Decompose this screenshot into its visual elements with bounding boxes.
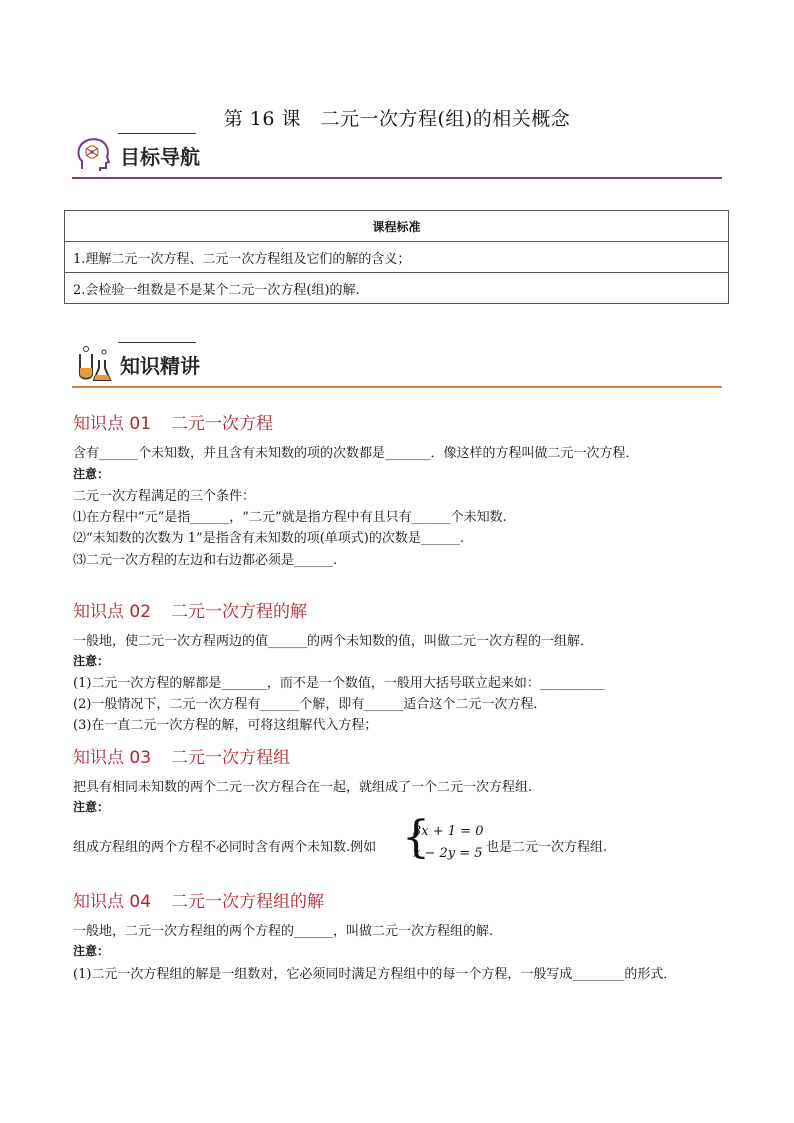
list-item: ⑶二元一次方程的左边和右边都必须是______. <box>73 553 338 568</box>
kp-title: 二元一次方程的解 <box>171 602 307 622</box>
page-title: 第 16 课 二元一次方程(组)的相关概念 <box>223 108 571 130</box>
list-item: ⑴在方程中“元”是指______，“二元”就是指方程中有且只有______个未知数. <box>73 510 507 525</box>
list-item: ⑵“未知数的次数为 1”是指含有未知数的项(单项式)的次数是______. <box>73 531 464 546</box>
list-item: 二元一次方程满足的三个条件： <box>73 489 256 504</box>
list-item: (2)一般情况下，二元一次方程有______个解，即有______适合这个二元一次方程． <box>73 697 547 712</box>
kp-title: 二元一次方程组 <box>171 748 290 768</box>
kp-number: 知识点 02 <box>73 602 152 622</box>
kp-title: 二元一次方程 <box>171 414 273 434</box>
kp-definition: 一般地，二元一次方程组的两个方程的______，叫做二元一次方程组的解. <box>73 924 494 939</box>
header-accent-line <box>118 342 196 343</box>
example-text: 也是二元一次方程组. <box>486 840 608 855</box>
brace: { <box>402 812 430 863</box>
brain-head-icon <box>74 135 114 175</box>
table-header: 课程标准 <box>65 211 729 242</box>
kp-number: 知识点 04 <box>73 892 152 912</box>
kp-definition: 把具有相同未知数的两个二元一次方程合在一起，就组成了一个二元一次方程组. <box>73 780 533 795</box>
knowledge-point-heading <box>73 887 324 912</box>
knowledge-point-heading <box>73 743 290 768</box>
standards-table <box>64 210 729 304</box>
section-label: 知识精讲 <box>120 354 200 378</box>
table-row: 2.会检验一组数是不是某个二元一次方程(组)的解. <box>65 273 729 304</box>
note-label: 注意： <box>73 654 110 668</box>
section-header-goals <box>72 133 722 179</box>
list-item: (1)二元一次方程组的解是一组数对，它必须同时满足方程组中的每一个方程，一般写成________的形式． <box>73 967 677 982</box>
knowledge-point-heading <box>73 597 307 622</box>
example-text: 组成方程组的两个方程不必同时含有两个未知数.例如 <box>73 840 377 855</box>
list-item: (1)二元一次方程的解都是_______，而不是一个数值，一般用大括号联立起来如：__________ <box>73 676 605 691</box>
flask-icon <box>74 344 114 386</box>
section-rule <box>72 386 722 388</box>
knowledge-point-heading <box>73 409 273 434</box>
equation: x − 2y = 5 <box>413 846 483 861</box>
table-row: 1.理解二元一次方程、二元一次方程组及它们的解的含义； <box>65 242 729 273</box>
section-header-knowledge <box>72 342 722 388</box>
equation-system <box>402 812 484 866</box>
kp-number: 知识点 01 <box>73 414 152 434</box>
section-rule <box>72 177 722 179</box>
kp-title: 二元一次方程组的解 <box>171 892 324 912</box>
list-item: (3)在一直二元一次方程的解，可将这组解代入方程； <box>73 718 378 733</box>
note-label: 注意： <box>73 467 110 481</box>
kp-number: 知识点 03 <box>73 748 152 768</box>
section-label: 目标导航 <box>120 145 200 169</box>
equation: 3x + 1 = 0 <box>413 824 484 839</box>
header-accent-line <box>118 133 196 134</box>
kp-definition: 一般地，使二元一次方程两边的值______的两个未知数的值，叫做二元一次方程的一组解． <box>73 634 594 649</box>
note-label: 注意： <box>73 944 110 958</box>
note-label: 注意： <box>73 800 110 814</box>
kp-definition: 含有______个未知数，并且含有未知数的项的次数都是_______．像这样的方程叫做二元一次方程． <box>73 446 639 461</box>
